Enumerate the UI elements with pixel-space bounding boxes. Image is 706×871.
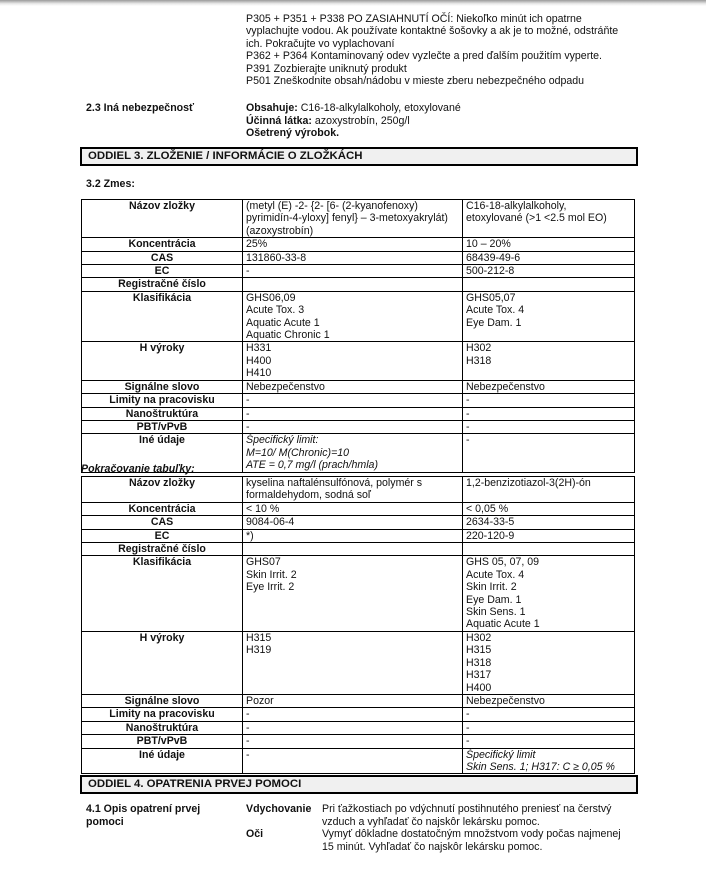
- row-label: Registračné číslo: [82, 543, 243, 556]
- table-row: [82, 721, 635, 734]
- section-3-2-subtitle: 3.2 Zmes:: [86, 178, 135, 190]
- treated-article: Ošetrený výrobok.: [246, 127, 340, 140]
- table-row: [82, 748, 635, 774]
- composition-table-1: [81, 199, 635, 473]
- precautionary-line: P305 + P351 + P338 PO ZASIAHNUTÍ OČÍ: Niekoľko minút ich opatrne: [246, 13, 582, 25]
- row-label: Koncentrácia: [82, 502, 243, 515]
- table-row: [82, 694, 635, 707]
- row-label: Iné údaje: [82, 434, 243, 472]
- row-label: Názov zložky: [82, 200, 243, 238]
- section-2-3-label: 2.3 Iná nebezpečnosť: [86, 102, 195, 114]
- cell: Pozor: [243, 694, 463, 707]
- eyes-label: Oči: [246, 828, 264, 840]
- table-row: [82, 556, 635, 631]
- precautionary-line: ich. Pokračujte vo vyplachovaní: [246, 37, 395, 50]
- cell: (metyl (E) -2- {2- [6- (2-kyanofenoxy) pyrimidín-4-yloxy] fenyl} – 3-metoxyakrylát) (azoxystrobín): [243, 200, 463, 238]
- precautionary-line: vyplachujte vodou. Ak používate kontaktné šošovky a ak je to možné, odstráňte: [246, 25, 619, 38]
- contains-value: C16-18-alkylalkoholy, etoxylované: [297, 102, 461, 114]
- section-4-header: ODDIEL 4. OPATRENIA PRVEJ POMOCI: [80, 775, 638, 794]
- cell: GHS07 Skin Irrit. 2 Eye Irrit. 2: [243, 556, 463, 631]
- cell: *): [243, 529, 463, 542]
- cell: Nebezpečenstvo: [463, 380, 635, 393]
- inhalation-label: Vdychovanie: [246, 803, 312, 815]
- cell: -: [243, 420, 463, 433]
- row-label: Klasifikácia: [82, 291, 243, 342]
- precautionary-line: P391 Zozbierajte uniknutý produkt: [246, 62, 407, 75]
- table-row: [82, 238, 635, 251]
- table-row: [82, 407, 635, 420]
- cell: < 10 %: [243, 502, 463, 515]
- table-row: [82, 278, 635, 291]
- cell: Nebezpečenstvo: [463, 694, 635, 707]
- cell: Špecifický limit Skin Sens. 1; H317: C ≥ 0,05 %: [463, 748, 635, 774]
- cell: 10 – 20%: [463, 238, 635, 251]
- cell: [243, 543, 463, 556]
- table-row: [82, 251, 635, 264]
- table-continuation-label: Pokračovanie tabuľky:: [81, 463, 195, 475]
- cell: -: [243, 394, 463, 407]
- table-row: [82, 380, 635, 393]
- cell: 9084-06-4: [243, 516, 463, 529]
- table-row: [82, 543, 635, 556]
- cell: GHS 05, 07, 09 Acute Tox. 4 Skin Irrit. 2 Eye Dam. 1 Skin Sens. 1 Aquatic Acute 1: [463, 556, 635, 631]
- cell: -: [243, 748, 463, 774]
- page-edge-shadow: [0, 0, 706, 6]
- row-label: Nanoštruktúra: [82, 721, 243, 734]
- row-label: H výroky: [82, 631, 243, 694]
- cell: GHS06,09 Acute Tox. 3 Aquatic Acute 1 Aquatic Chronic 1: [243, 291, 463, 342]
- cell: -: [463, 407, 635, 420]
- row-label: Klasifikácia: [82, 556, 243, 631]
- table-row: [82, 200, 635, 238]
- table-row: [82, 735, 635, 748]
- cell: 68439-49-6: [463, 251, 635, 264]
- cell: kyselina naftalénsulfónová, polymér s formaldehydom, sodná soľ: [243, 477, 463, 503]
- table-row: [82, 265, 635, 278]
- row-label: H výroky: [82, 342, 243, 380]
- cell: GHS05,07 Acute Tox. 4 Eye Dam. 1: [463, 291, 635, 342]
- cell: -: [463, 394, 635, 407]
- active-substance-label: Účinná látka:: [246, 114, 312, 127]
- section-3-header: ODDIEL 3. ZLOŽENIE / INFORMÁCIE O ZLOŽKÁCH: [80, 147, 638, 166]
- cell: 220-120-9: [463, 529, 635, 542]
- cell: [463, 543, 635, 556]
- cell: -: [243, 721, 463, 734]
- cell: -: [463, 735, 635, 748]
- table-row: [82, 516, 635, 529]
- cell: [463, 278, 635, 291]
- row-label: Koncentrácia: [82, 238, 243, 251]
- row-label: Limity na pracovisku: [82, 394, 243, 407]
- row-label: CAS: [82, 251, 243, 264]
- cell: H331 H400 H410: [243, 342, 463, 380]
- cell: -: [243, 735, 463, 748]
- eyes-text: Vymyť dôkladne dostatočným množstvom vody počas najmenej 15 minút. Vyhľadať čo najskôr lekársku pomoc.: [322, 828, 621, 853]
- cell: 1,2-benzizotiazol-3(2H)-ón: [463, 477, 635, 503]
- cell: 500-212-8: [463, 265, 635, 278]
- row-label: Nanoštruktúra: [82, 407, 243, 420]
- precautionary-line: P501 Zneškodnite obsah/nádobu v mieste zberu nebezpečného odpadu: [246, 75, 585, 88]
- precautionary-line: P362 + P364 Kontaminovaný odev vyzlečte a pred ďalším použitím vyperte.: [246, 50, 603, 63]
- cell: 131860-33-8: [243, 251, 463, 264]
- table-row: [82, 477, 635, 503]
- row-label: PBT/vPvB: [82, 420, 243, 433]
- active-substance-value: azoxystrobín, 250g/l: [311, 114, 410, 127]
- cell: -: [243, 265, 463, 278]
- cell: -: [243, 407, 463, 420]
- row-label: Iné údaje: [82, 748, 243, 774]
- cell: Nebezpečenstvo: [243, 380, 463, 393]
- section-2-3-values: [246, 102, 461, 140]
- cell: -: [463, 708, 635, 721]
- table-row: [82, 291, 635, 342]
- row-label: EC: [82, 529, 243, 542]
- table-row: [82, 394, 635, 407]
- row-label: EC: [82, 265, 243, 278]
- row-label: Limity na pracovisku: [82, 708, 243, 721]
- cell: -: [463, 434, 635, 472]
- row-label: Signálne slovo: [82, 694, 243, 707]
- cell: C16-18-alkylalkoholy, etoxylované (>1 <2.5 mol EO): [463, 200, 635, 238]
- inhalation-text: Pri ťažkostiach po vdýchnutí postihnutého preniesť na čerstvý vzduch a vyhľadať čo najskôr lekársku pomoc.: [322, 803, 612, 828]
- table-row: [82, 420, 635, 433]
- cell: H315 H319: [243, 631, 463, 694]
- table-row: [82, 631, 635, 694]
- row-label: PBT/vPvB: [82, 735, 243, 748]
- table-row: [82, 708, 635, 721]
- cell: 25%: [243, 238, 463, 251]
- table-row: [82, 342, 635, 380]
- cell: H302 H315 H318 H317 H400: [463, 631, 635, 694]
- cell: -: [463, 420, 635, 433]
- table-row: [82, 529, 635, 542]
- precautionary-statements: [246, 13, 618, 87]
- row-label: CAS: [82, 516, 243, 529]
- contains-label: Obsahuje:: [246, 102, 298, 114]
- cell: H302 H318: [463, 342, 635, 380]
- cell: Špecifický limit: M=10/ M(Chronic)=10 ATE = 0,7 mg/l (prach/hmla): [243, 434, 463, 472]
- section-4-1-label: 4.1 Opis opatrení prvej pomoci: [86, 803, 201, 828]
- row-label: Signálne slovo: [82, 380, 243, 393]
- cell: -: [463, 721, 635, 734]
- cell: < 0,05 %: [463, 502, 635, 515]
- table-row: [82, 502, 635, 515]
- cell: -: [243, 708, 463, 721]
- row-label: Názov zložky: [82, 477, 243, 503]
- cell: [243, 278, 463, 291]
- cell: 2634-33-5: [463, 516, 635, 529]
- row-label: Registračné číslo: [82, 278, 243, 291]
- composition-table-2: [81, 476, 635, 774]
